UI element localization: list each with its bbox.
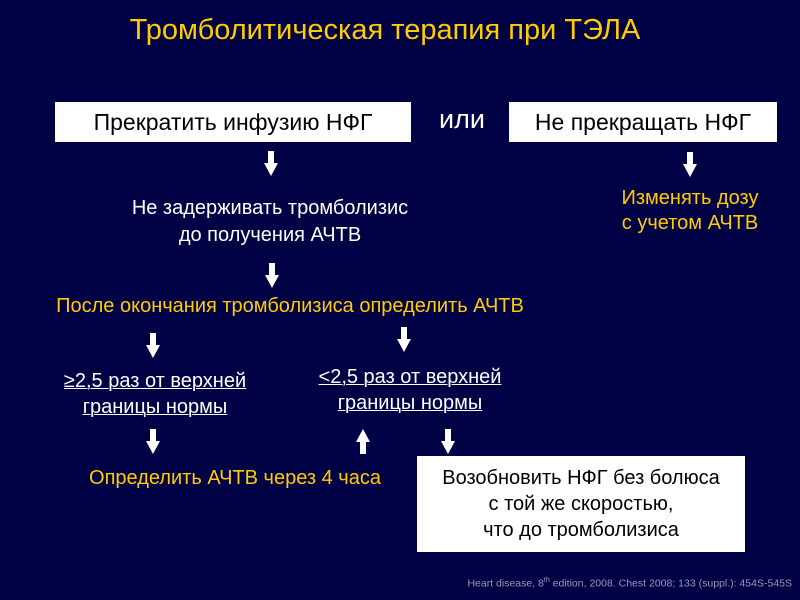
continue-infusion-label: Не прекращать НФГ <box>534 108 752 135</box>
stop-infusion-box <box>55 102 411 142</box>
lt-threshold-line-1: <2,5 раз от верхней <box>318 366 502 388</box>
citation-sup: th <box>543 577 550 584</box>
no-delay-line-2: до получения АЧТВ <box>178 224 362 246</box>
adjust-dose-line-2: с учетом АЧТВ <box>621 212 759 234</box>
stop-infusion-label: Прекратить инфузию НФГ <box>93 108 373 135</box>
lt-threshold-line-2: границы нормы <box>337 392 483 414</box>
adjust-dose-line-1: Изменять дозу <box>621 187 759 209</box>
arrow-down-icon <box>264 151 278 176</box>
resume-line-1: Возобновить НФГ без болюса <box>442 467 720 489</box>
arrow-down-icon <box>683 152 697 177</box>
citation-part-1: Heart disease, 8 <box>467 577 544 590</box>
ge-threshold-line-2: границы нормы <box>82 396 228 418</box>
continue-infusion-box <box>509 102 777 142</box>
arrow-down-icon <box>397 327 411 352</box>
resume-line-2: с той же скоростью, <box>488 493 674 515</box>
resume-infusion-box <box>417 456 745 552</box>
ge-threshold-text <box>35 368 275 420</box>
citation <box>420 577 792 590</box>
no-delay-text <box>95 195 445 249</box>
or-label: или <box>439 104 485 134</box>
citation-part-2: edition, 2008. Chest 2008; 133 (suppl.): 454S-545S <box>549 577 792 590</box>
arrow-down-icon <box>146 429 160 454</box>
resume-line-3: что до тромболизиса <box>483 519 679 541</box>
recheck-aptt-text: Определить АЧТВ через 4 часа <box>89 467 381 489</box>
arrow-down-icon <box>146 333 160 358</box>
arrow-up-icon <box>356 429 370 454</box>
arrow-down-icon <box>265 263 279 288</box>
adjust-dose-text <box>590 186 790 236</box>
after-thrombolysis-text: После окончания тромболизиса определить АЧТВ <box>56 295 524 317</box>
arrow-down-icon <box>441 429 455 454</box>
slide-title: Тромболитическая терапия при ТЭЛА <box>129 14 641 46</box>
ge-threshold-line-1: ≥2,5 раз от верхней <box>63 370 247 392</box>
no-delay-line-1: Не задерживать тромболизис <box>131 197 409 219</box>
lt-threshold-text <box>290 364 530 416</box>
